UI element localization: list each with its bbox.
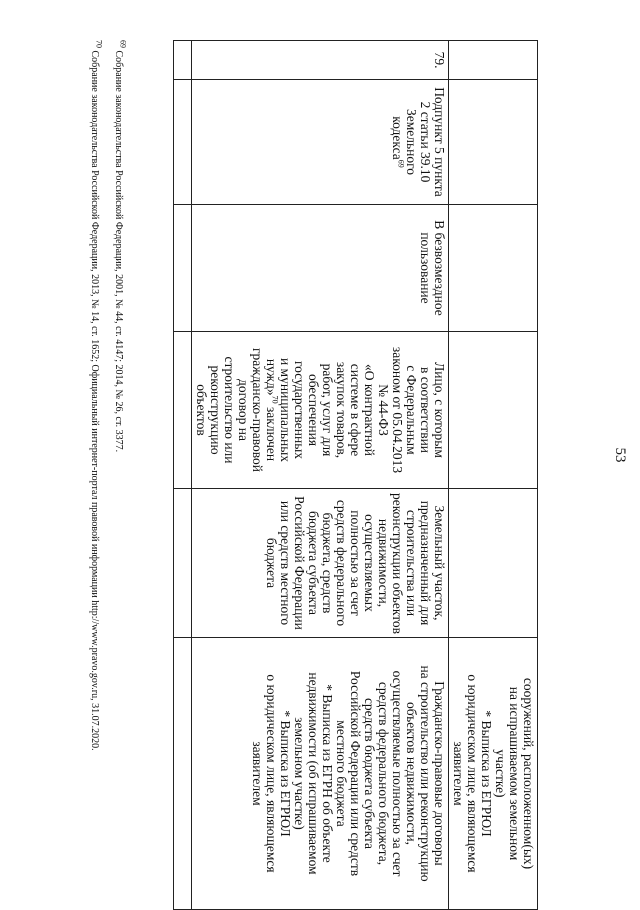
regulation-table: [173, 40, 538, 910]
cell-land-plot: [192, 489, 449, 638]
text-line: гражданско-правовой: [250, 347, 265, 473]
text-line: недвижимости (об испрашиваемом: [306, 672, 321, 875]
cell-right-type: [192, 205, 449, 332]
table-row-empty: [174, 41, 192, 910]
footnote-ref-70: 70: [270, 395, 280, 404]
text-line: Российской Федерации или средств: [348, 670, 363, 877]
text-line: строительство или: [222, 356, 237, 464]
text-line: закупок товаров,: [334, 361, 349, 459]
text-line: Российской Федерации: [292, 496, 307, 630]
text-line: реконструкции объектов: [390, 493, 405, 635]
cell-empty: [174, 638, 192, 910]
footnote-ref-69: 69: [396, 159, 406, 168]
text-line: предназначенный для: [418, 500, 433, 626]
text-line: средств бюджета субъекта: [362, 697, 377, 850]
table-row-79: [192, 41, 449, 910]
cell-empty: [449, 80, 538, 205]
text-line: бюджета, средств: [320, 512, 335, 614]
text-line: системе в сфере: [348, 363, 363, 457]
text-line: объектов: [194, 384, 209, 436]
text-line: Земельного: [404, 108, 419, 176]
text-line: реконструкцию: [208, 365, 223, 455]
text-line: местного бюджета: [334, 720, 349, 827]
text-line: бюджета субъекта: [306, 510, 321, 616]
text-line: договор на: [236, 379, 251, 441]
row-number: 79.: [432, 51, 447, 69]
footnotes: [82, 40, 130, 870]
text-line: земельном участке): [292, 717, 307, 830]
text-line: 2 статьи 39.10: [418, 101, 433, 183]
text-line: № 44-ФЗ: [376, 384, 391, 436]
text-line: работ, услуг для: [320, 363, 335, 457]
text-line: и муниципальных: [278, 357, 293, 463]
cell-empty: [174, 205, 192, 332]
text-line: на строительство или реконструкцию: [418, 665, 433, 882]
text-fragment: нужд»: [264, 358, 279, 396]
text-line: средств федерального бюджета,: [376, 681, 391, 866]
text-line: о юридическом лице, являющемся: [465, 674, 480, 873]
cell-empty: [449, 41, 538, 80]
footnote-mark: 69: [118, 40, 128, 48]
text-line: законом от 05.04.2013: [390, 346, 405, 474]
text-line: объектов недвижимости,: [404, 701, 419, 846]
text-line: В безвозмездное: [432, 220, 447, 316]
text-line: Подпункт 5 пункта: [432, 87, 447, 197]
text-line: * Выписка из ЕГРЮЛ: [479, 710, 494, 837]
text-line: [264, 336, 278, 484]
text-line: строительства или: [404, 509, 419, 617]
text-line: Земельный участок,: [432, 505, 447, 621]
text-line: * Выписка из ЕГРН об объекте: [320, 684, 335, 863]
cell-empty: [449, 332, 538, 489]
text-line: осуществляемые полностью за счет: [390, 670, 405, 877]
text-line: с Федеральным: [404, 365, 419, 455]
text-line: недвижимости,: [376, 518, 391, 608]
text-line: бюджета: [264, 537, 279, 589]
text-line: о юридическом лице, являющемся: [264, 674, 279, 873]
footnote-mark: 70: [94, 40, 104, 48]
text-line: государственных: [292, 360, 307, 460]
text-line: «О контрактной: [362, 363, 377, 456]
cell-empty: [449, 489, 538, 638]
cell-empty: [174, 41, 192, 80]
text-line: обеспечения: [306, 373, 321, 447]
text-line: сооружений, расположенном(ых): [521, 677, 536, 870]
cell-applicant: [192, 332, 449, 489]
cell-empty: [449, 205, 538, 332]
footnote-text: Собрание законодательства Российской Федерации, 2013, № 14, ст. 1652; Официальный интернет-портал правовой информации http://www.pravo.gov.ru, 31.07.2020.: [89, 48, 100, 751]
text-line: средств федерального: [334, 499, 349, 627]
cell-documents-continuation: [449, 638, 538, 910]
footnote-text: Собрание законодательства Российской Федерации, 2001, № 44, ст. 4147; 2014, № 26, ст. 3377.: [113, 48, 124, 453]
cell-empty: [174, 80, 192, 205]
cell-row-number: [192, 41, 449, 80]
footnote-70: [82, 40, 106, 870]
text-line: в соответствии: [418, 366, 433, 454]
text-line: заявителем: [250, 741, 265, 806]
cell-empty: [174, 332, 192, 489]
text-line: осуществляемых: [362, 514, 377, 612]
cell-documents: [192, 638, 449, 910]
footnote-69: [106, 40, 130, 870]
text-line: Лицо, с которым: [432, 362, 447, 458]
text-line: * Выписка из ЕГРЮЛ: [278, 710, 293, 837]
text-fragment: кодекса: [390, 116, 405, 160]
text-line: или средств местного: [278, 500, 293, 626]
text-line: заявителем: [451, 741, 466, 806]
text-line: [390, 84, 404, 200]
table-row-continuation: [449, 41, 538, 910]
text-line: полностью за счет: [348, 510, 363, 616]
text-fragment: заключен: [264, 403, 279, 462]
page-number: 53: [612, 447, 628, 463]
text-line: участке): [493, 749, 508, 798]
text-line: Гражданско-правовые договоры: [432, 681, 447, 866]
text-line: пользование: [418, 232, 433, 304]
cell-legal-basis: [192, 80, 449, 205]
text-line: на испрашиваемом земельном: [507, 686, 522, 861]
cell-empty: [174, 489, 192, 638]
